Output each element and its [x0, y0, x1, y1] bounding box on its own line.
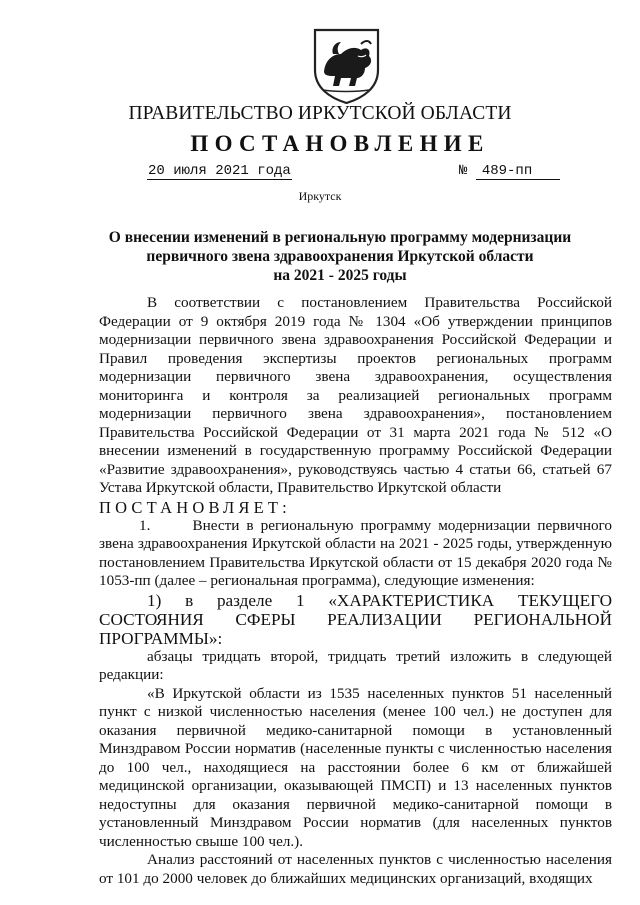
resolves-heading: ПОСТАНОВЛЯЕТ:: [99, 497, 291, 517]
preamble-paragraph: В соответствии с постановлением Правительства Российской Федерации от 9 октября 2019 года № 1304 «Об утверждении принципов модернизации первичного звена здравоохранения Российской Федерации и Правил проведения экспертизы проектов региональных программ модернизации первичного звена здравоохранения, осуществления мониторинга и контроля за реализацией региональных программ модернизации первичного звена здравоохранения», постановлением Правительства Российской Федерации от 31 марта 2021 года № 512 «О внесении изменений в государственную программу Российской Федерации «Развитие здравоохранения», руководствуясь частью 4 статьи 66, статьей 67 Устава Иркутской области, Правительство Иркутской области: [99, 294, 612, 496]
item-1-paragraph: 1. Внести в региональную программу модернизации первичного звена здравоохранения Иркутской области на 2021 - 2025 годы, утвержденную постановлением Правительства Иркутской области от 15 декабря 2020 года № 1053-пп (далее – региональная программа), следующие изменения:: [99, 516, 612, 589]
heading-line: О внесении изменений в региональную программу модернизации: [108, 229, 572, 246]
authority-title: ПРАВИТЕЛЬСТВО ИРКУТСКОЙ ОБЛАСТИ: [128, 103, 512, 124]
document-body: [99, 294, 612, 888]
heading-line: первичного звена здравоохранения Иркутской области: [146, 248, 534, 265]
number-prefix: №: [459, 163, 468, 179]
subitem-1-text: абзацы тридцать второй, тридцать третий изложить в следующей редакции:: [99, 647, 612, 683]
subitem-1-paragraph: 1) в разделе 1 «ХАРАКТЕРИСТИКА ТЕКУЩЕГО СОСТОЯНИЯ СФЕРЫ РЕАЛИЗАЦИИ РЕГИОНАЛЬНОЙ ПРОГРАММЫ»:: [99, 590, 612, 648]
document-type: ПОСТАНОВЛЕНИЕ: [190, 131, 490, 156]
coat-of-arms-icon: [311, 26, 382, 104]
city: Иркутск: [298, 189, 342, 203]
heading-line: на 2021 - 2025 годы: [273, 267, 407, 284]
document-heading: [80, 228, 600, 285]
document-number: [459, 163, 560, 180]
number-value: 489-пп: [476, 163, 560, 180]
quoted-paragraph: «В Иркутской области из 1535 населенных пунктов 51 населенный пункт с низкой численностью населения (менее 100 чел.) не доступен для оказания первичной медико-санитарной помощи в установленный Минздравом России норматив (населенные пункты с численностью населения до 100 чел., находящиеся на расстоянии более 6 км от ближайшей медицинской организации, оказывающей ПМСП) и 13 населенных пунктов недоступны для оказания первичной медико-санитарной помощи в установленный Минздравом России норматив (для населенных пунктов численностью свыше 100 чел.).: [99, 684, 612, 850]
document-date: [147, 163, 292, 179]
quoted-paragraph-2: Анализ расстояний от населенных пунктов с численностью населения от 101 до 2000 человек до ближайших медицинских организаций, входящих: [99, 851, 612, 887]
date-value: 20 июля 2021 года: [148, 163, 291, 179]
